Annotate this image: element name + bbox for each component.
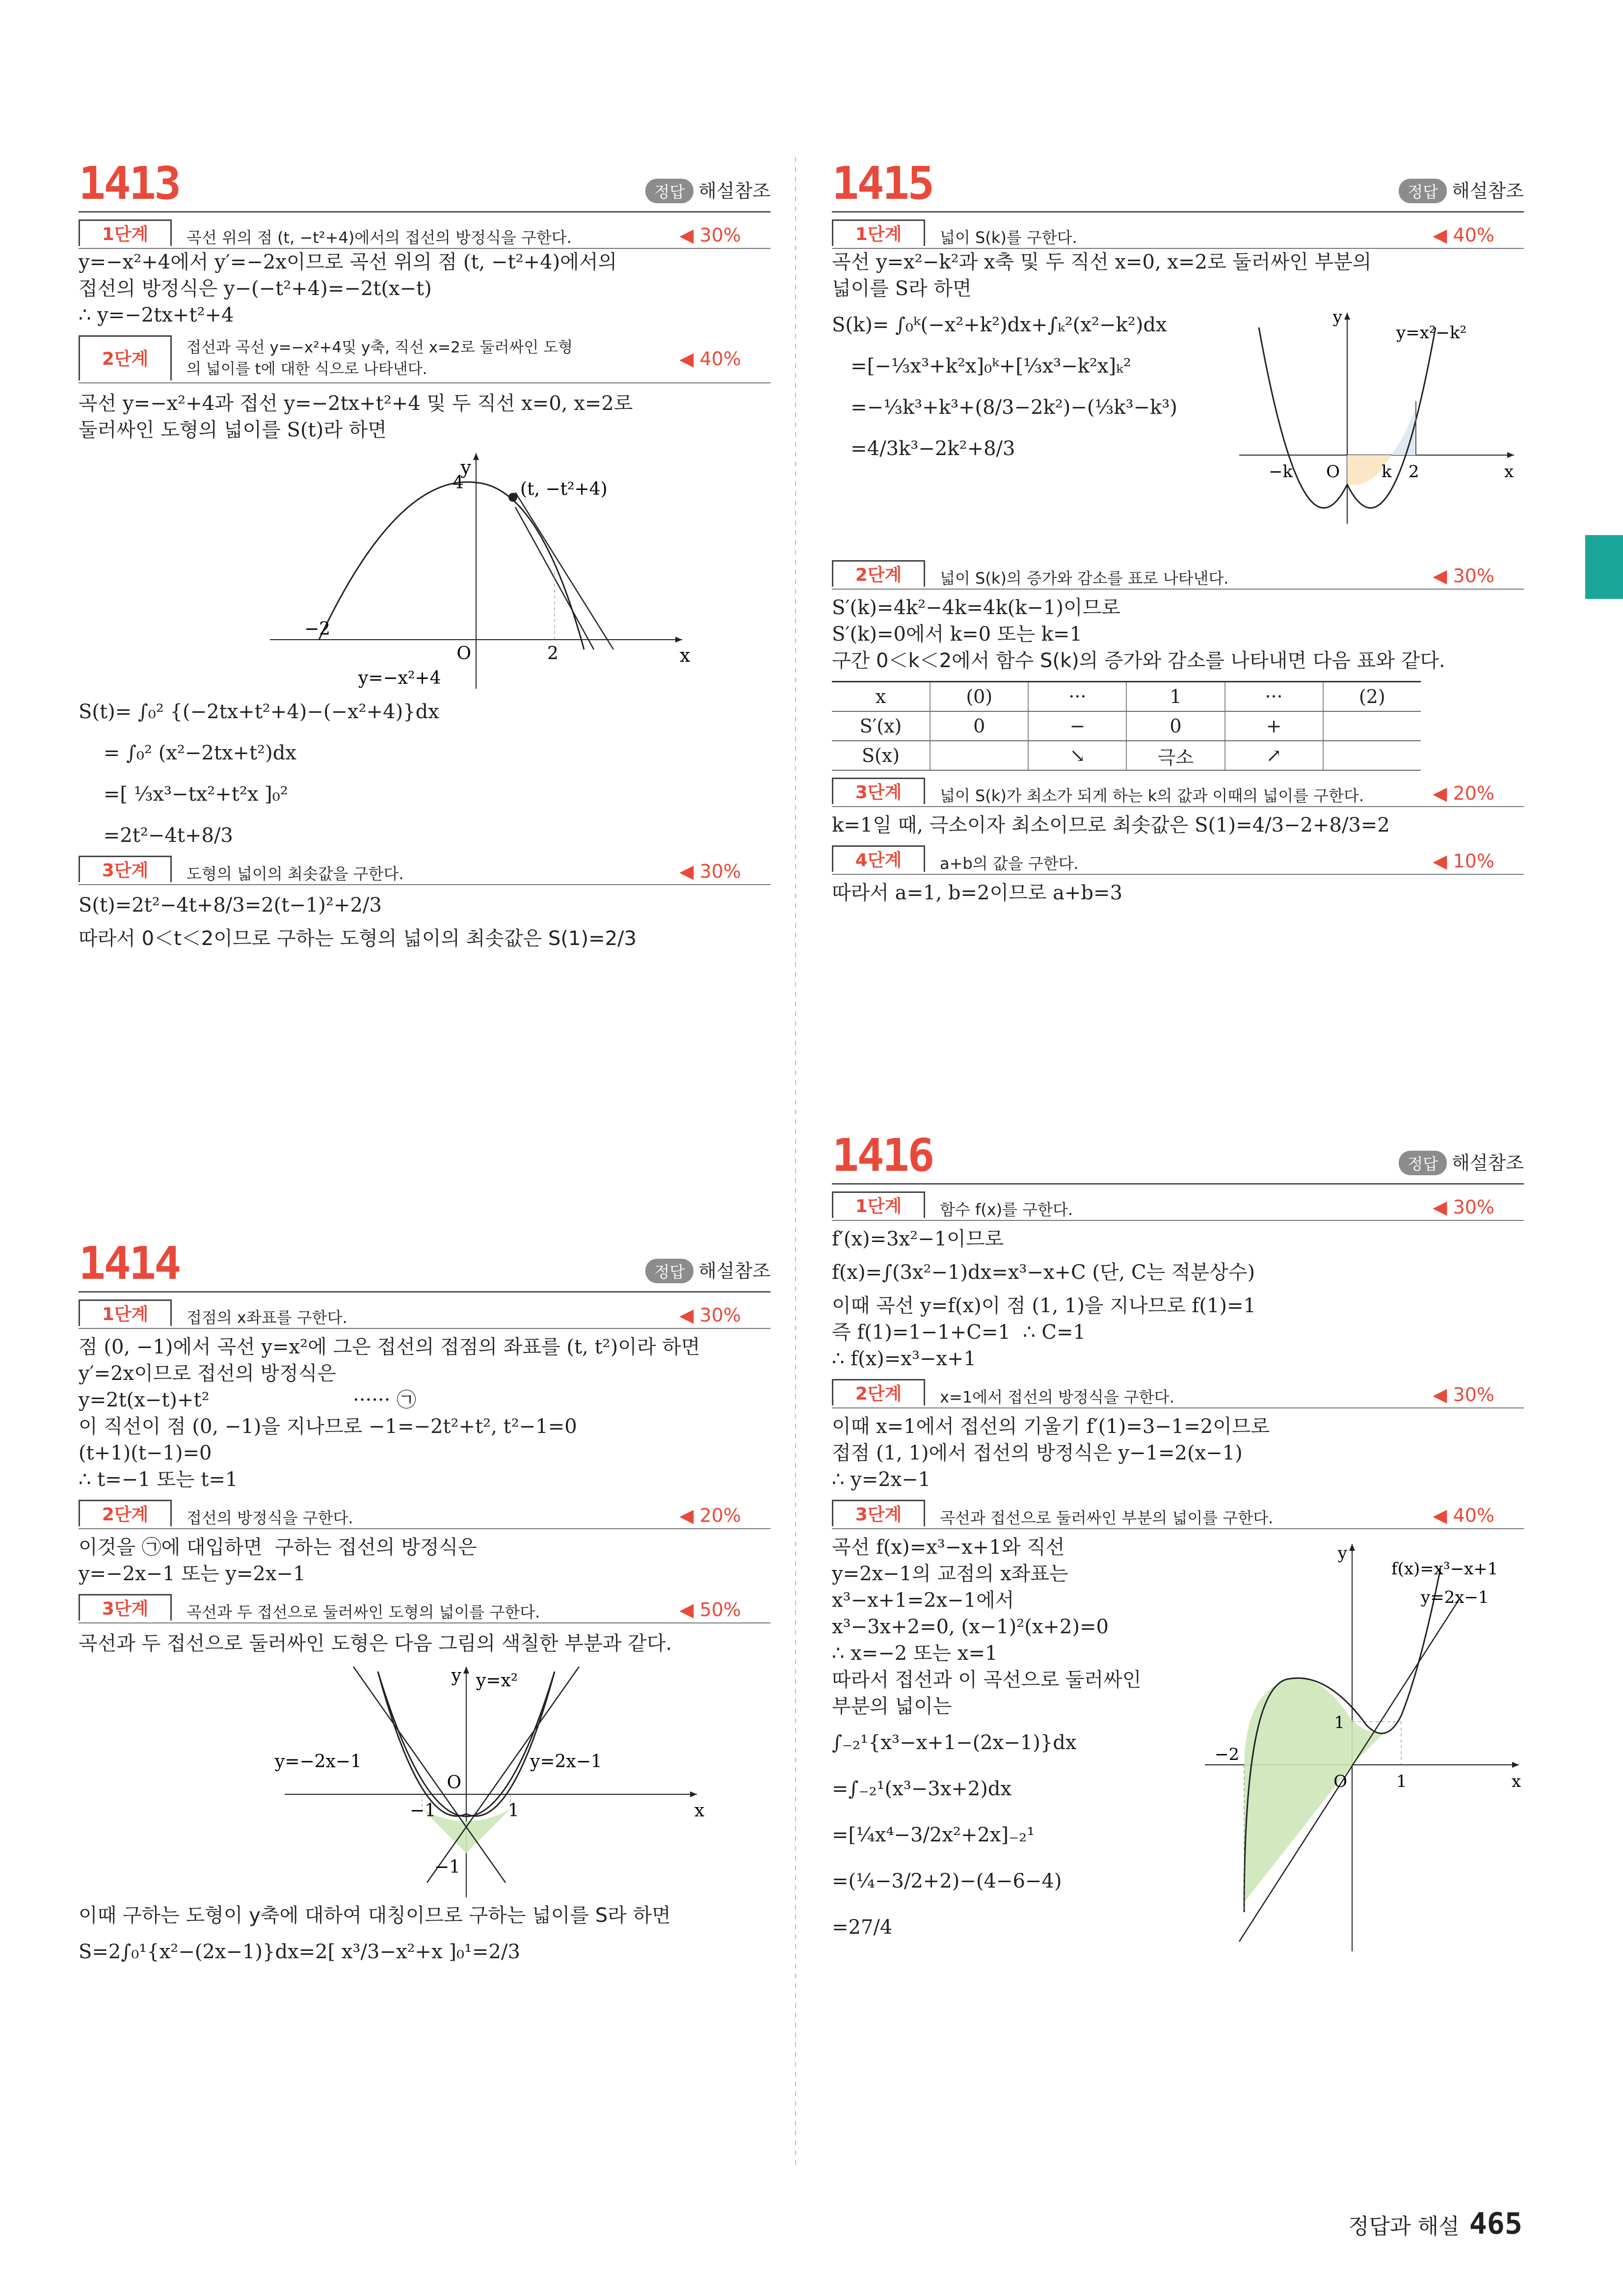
curve-label: y=x² — [476, 1671, 518, 1691]
origin-label: O — [1326, 462, 1340, 482]
tick-label: 1 — [1396, 1772, 1407, 1791]
step-text: 함수 f(x)를 구한다. — [940, 1200, 1073, 1219]
solution-line: =[¼x⁴−3/2x²+2x]₋₂¹ — [832, 1824, 1035, 1846]
curve-label: y=x²−k² — [1396, 323, 1467, 343]
axis-label-x: x — [1512, 1772, 1521, 1791]
page-footer — [1348, 2207, 1522, 2241]
step-label: 4단계 — [832, 845, 925, 872]
step-percent: ◀ 20% — [1433, 783, 1494, 804]
table-cell: ··· — [1028, 682, 1126, 712]
step-text: a+b의 값을 구한다. — [940, 854, 1079, 873]
axis-label-x: x — [680, 645, 691, 666]
table-cell: 1 — [1126, 682, 1224, 712]
tick-label: −2 — [304, 619, 331, 639]
solution-line: 넓이를 S라 하면 — [832, 277, 972, 300]
step-label: 3단계 — [79, 856, 172, 882]
solution-line: =27/4 — [832, 1916, 893, 1939]
solution-line: 구간 0＜k＜2에서 함수 S(k)의 증가와 감소를 나타내면 다음 표와 같다. — [832, 649, 1445, 672]
step-percent: ◀ 30% — [1433, 565, 1494, 587]
tick-label: −k — [1269, 462, 1293, 482]
table-cell: ··· — [1225, 682, 1323, 712]
step-percent: ◀ 40% — [679, 348, 741, 370]
solution-line: ∴ f(x)=x³−x+1 — [832, 1348, 976, 1370]
step-1 — [832, 1191, 1524, 1221]
solution-line: ∴ y=−2tx+t²+4 — [79, 304, 234, 326]
solution-line: S(t)= ∫₀² {(−2tx+t²+4)−(−x²+4)}dx — [79, 701, 439, 723]
solution-line: x³−3x+2=0, (x−1)²(x+2)=0 — [832, 1616, 1109, 1638]
sign-table — [832, 681, 1421, 771]
solution-line: 따라서 a=1, b=2이므로 a+b=3 — [832, 882, 1123, 904]
origin-label: O — [1333, 1772, 1347, 1791]
tick-label: 1 — [1334, 1713, 1345, 1732]
answer-text: 해설참조 — [1452, 1152, 1524, 1174]
step-label: 1단계 — [79, 1299, 172, 1326]
solution-line: ∫₋₂¹{x³−x+1−(2x−1)}dx — [832, 1731, 1077, 1754]
line-label: y=2x−1 — [530, 1752, 602, 1772]
solution-line: S(t)=2t²−4t+8/3=2(t−1)²+2/3 — [79, 894, 382, 917]
solution-line: 곡선 y=−x²+4과 접선 y=−2tx+t²+4 및 두 직선 x=0, x=2로 — [79, 392, 633, 415]
solution-line: 즉 f(1)=1−1+C=1 ∴ C=1 — [832, 1321, 1086, 1344]
step-percent: ◀ 40% — [1433, 1505, 1494, 1526]
graph-1413 — [240, 443, 731, 699]
table-cell — [1323, 711, 1421, 741]
table-cell: ↘ — [1028, 741, 1126, 770]
step-2 — [832, 560, 1524, 590]
axis-label-y: y — [451, 1666, 461, 1686]
answer-ref — [1399, 1148, 1524, 1175]
solution-line: 접선의 방정식은 y−(−t²+4)=−2t(x−t) — [79, 277, 432, 300]
solution-line: f′(x)=3x²−1이므로 — [832, 1228, 1004, 1250]
solution-line: 곡선과 두 접선으로 둘러싸인 도형은 다음 그림의 색칠한 부분과 같다. — [79, 1632, 672, 1655]
step-text: 넓이 S(k)를 구한다. — [940, 228, 1077, 247]
step-text: 의 넓이를 t에 대한 식으로 나타낸다. — [186, 360, 427, 378]
solution-line: k=1일 때, 극소이자 최소이므로 최솟값은 S(1)=4/3−2+8/3=2 — [832, 814, 1390, 837]
origin-label: O — [447, 1773, 461, 1793]
solution-line: 점 (0, −1)에서 곡선 y=x²에 그은 접선의 접점의 좌표를 (t, t²)이라 하면 — [79, 1336, 700, 1358]
solution-line: (t+1)(t−1)=0 — [79, 1442, 212, 1464]
axis-label-y: y — [1332, 308, 1342, 327]
step-text: x=1에서 접선의 방정식을 구한다. — [940, 1388, 1174, 1406]
solution-line: 이때 x=1에서 접선의 기울기 f′(1)=3−1=2이므로 — [832, 1415, 1270, 1438]
solution-line: =−⅓k³+k³+(8/3−2k²)−(⅓k³−k³) — [832, 396, 1177, 419]
axis-label-y: y — [460, 457, 471, 478]
step-percent: ◀ 30% — [679, 224, 741, 246]
problem-1414 — [79, 1237, 771, 1965]
solution-line: S′(k)=4k²−4k=4k(k−1)이므로 — [832, 596, 1120, 619]
graph-1414 — [255, 1657, 746, 1902]
problem-1415 — [832, 157, 1524, 906]
table-cell: + — [1225, 711, 1323, 741]
step-text: 접선의 방정식을 구한다. — [186, 1509, 353, 1527]
step-percent: ◀ 10% — [1433, 850, 1494, 872]
point-label: (t, −t²+4) — [520, 479, 608, 499]
step-label: 3단계 — [79, 1594, 172, 1621]
tick-label: 4 — [452, 473, 464, 493]
table-cell: (2) — [1323, 682, 1421, 712]
step-percent: ◀ 30% — [679, 1304, 741, 1326]
solution-line: 둘러싸인 도형의 넓이를 S(t)라 하면 — [79, 419, 387, 441]
solution-line: y′=2x이므로 접선의 방정식은 — [79, 1362, 337, 1385]
step-label: 2단계 — [79, 1500, 172, 1526]
tick-label: 2 — [547, 644, 559, 664]
step-3 — [79, 856, 771, 885]
curve-label: f(x)=x³−x+1 — [1391, 1559, 1498, 1579]
table-row — [832, 682, 1421, 712]
step-percent: ◀ 30% — [679, 861, 741, 882]
step-4 — [832, 845, 1524, 875]
line-label: y=−2x−1 — [275, 1752, 362, 1772]
answer-text: 해설참조 — [698, 180, 771, 202]
solution-line: = ∫₀² (x²−2tx+t²)dx — [79, 742, 296, 764]
answer-text: 해설참조 — [698, 1260, 771, 1282]
solution-line: ∴ y=2x−1 — [832, 1468, 931, 1491]
answer-ref — [645, 1256, 771, 1283]
table-cell — [930, 741, 1028, 770]
step-label: 2단계 — [832, 560, 925, 587]
table-cell: − — [1028, 711, 1126, 741]
step-text: 곡선 위의 점 (t, −t²+4)에서의 접선의 방정식을 구한다. — [186, 228, 572, 247]
step-label: 1단계 — [832, 1191, 925, 1218]
answer-badge: 정답 — [1399, 1151, 1447, 1175]
problem-header — [832, 157, 1524, 213]
solution-line: S=2∫₀¹{x²−(2x−1)}dx=2[ x³/3−x²+x ]₀¹=2/3 — [79, 1941, 520, 1963]
step-text: 넓이 S(k)가 최소가 되게 하는 k의 값과 이때의 넓이를 구한다. — [940, 786, 1364, 805]
step-1-body — [832, 249, 1524, 553]
step-text: 곡선과 두 접선으로 둘러싸인 도형의 넓이를 구한다. — [186, 1603, 540, 1621]
answer-badge: 정답 — [1399, 179, 1447, 203]
solution-line: 이때 곡선 y=f(x)이 점 (1, 1)을 지나므로 f(1)=1 — [832, 1295, 1256, 1317]
tick-label: −1 — [410, 1801, 436, 1821]
solution-line: =[−⅓x³+k²x]₀ᵏ+[⅓x³−k²x]ₖ² — [832, 355, 1131, 378]
step-text: 넓이 S(k)의 증가와 감소를 표로 나타낸다. — [940, 569, 1229, 588]
problem-number: 1415 — [832, 157, 933, 210]
solution-line: y=−2x−1 또는 y=2x−1 — [79, 1563, 306, 1585]
step-3 — [832, 778, 1524, 807]
step-percent: ◀ 40% — [1433, 224, 1494, 246]
step-2 — [79, 335, 771, 383]
problem-header — [79, 157, 771, 213]
table-cell: (0) — [930, 682, 1028, 712]
step-text: 접선과 곡선 y=−x²+4및 y축, 직선 x=2로 둘러싸인 도형 — [186, 339, 573, 356]
solution-line: 따라서 0＜t＜2이므로 구하는 도형의 넓이의 최솟값은 S(1)=2/3 — [79, 927, 637, 950]
tick-label: 1 — [508, 1801, 519, 1821]
graph-1415 — [1239, 308, 1524, 543]
solution-line: x³−x+1=2x−1에서 — [832, 1589, 1014, 1612]
step-percent: ◀ 30% — [1433, 1384, 1494, 1405]
chapter-tab — [1585, 535, 1623, 599]
step-1 — [79, 1299, 771, 1329]
solution-line: y=−x²+4에서 y′=−2x이므로 곡선 위의 점 (t, −t²+4)에서의 — [79, 251, 617, 273]
step-text: 곡선과 접선으로 둘러싸인 부분의 넓이를 구한다. — [940, 1509, 1274, 1527]
answer-badge: 정답 — [645, 1259, 693, 1283]
axis-label-x: x — [1504, 462, 1514, 482]
solution-line: =4/3k³−2k²+8/3 — [832, 437, 1015, 460]
step-label: 3단계 — [832, 778, 925, 804]
step-percent: ◀ 20% — [679, 1505, 741, 1526]
table-cell: 0 — [930, 711, 1028, 741]
tick-label: −1 — [434, 1857, 461, 1877]
step-label: 2단계 — [79, 335, 172, 380]
problem-1413 — [79, 157, 771, 952]
solution-line: 곡선 f(x)=x³−x+1와 직선 — [832, 1536, 1065, 1559]
problem-number: 1414 — [79, 1237, 180, 1290]
solution-line: =2t²−4t+8/3 — [79, 824, 233, 847]
solution-line: y=2x−1의 교점의 x좌표는 — [832, 1563, 1068, 1585]
solution-line: ∴ x=−2 또는 x=1 — [832, 1642, 998, 1665]
tick-label: −2 — [1215, 1745, 1240, 1764]
answer-text: 해설참조 — [1452, 180, 1524, 202]
step-text: 도형의 넓이의 최솟값을 구한다. — [186, 864, 404, 883]
step-label: 3단계 — [832, 1500, 925, 1526]
line-label: y=2x−1 — [1421, 1588, 1489, 1607]
answer-ref — [1399, 176, 1524, 203]
axis-label-y: y — [1337, 1543, 1347, 1563]
table-cell: 극소 — [1126, 741, 1224, 770]
solution-line: ∴ t=−1 또는 t=1 — [79, 1468, 238, 1491]
table-row — [832, 711, 1421, 741]
solution-line: =[ ⅓x³−tx²+t²x ]₀² — [79, 783, 288, 806]
origin-label: O — [456, 644, 471, 664]
step-percent: ◀ 30% — [1433, 1196, 1494, 1218]
step-text: 접점의 x좌표를 구한다. — [186, 1308, 347, 1327]
tick-label: 2 — [1409, 462, 1419, 482]
table-cell: ↗ — [1225, 741, 1323, 770]
table-cell — [1323, 741, 1421, 770]
table-cell: x — [832, 682, 930, 712]
step-label: 1단계 — [832, 219, 925, 246]
column-divider — [795, 157, 796, 2170]
step-1 — [832, 219, 1524, 249]
step-1 — [79, 219, 771, 249]
curve-label: y=−x²+4 — [358, 668, 441, 688]
axis-label-x: x — [694, 1801, 705, 1821]
table-cell: S′(x) — [832, 711, 930, 741]
solution-line: S′(k)=0에서 k=0 또는 k=1 — [832, 623, 1083, 646]
step-percent: ◀ 50% — [679, 1599, 741, 1621]
step-3-body — [832, 1529, 1524, 2069]
solution-line: 따라서 접선과 이 곡선으로 둘러싸인 — [832, 1669, 1142, 1691]
step-label: 1단계 — [79, 219, 172, 246]
graph-1416 — [1205, 1539, 1529, 1961]
solution-line: S(k)= ∫₀ᵏ(−x²+k²)dx+∫ₖ²(x²−k²)dx — [832, 314, 1167, 336]
solution-line: 이 직선이 점 (0, −1)을 지나므로 −1=−2t²+t², t²−1=0 — [79, 1415, 577, 1438]
step-3 — [832, 1500, 1524, 1529]
solution-line: 이것을 ㉠에 대입하면 구하는 접선의 방정식은 — [79, 1536, 477, 1559]
problem-number: 1416 — [832, 1129, 933, 1182]
step-label: 2단계 — [832, 1379, 925, 1405]
answer-ref — [645, 176, 771, 203]
step-2 — [832, 1379, 1524, 1408]
answer-badge: 정답 — [645, 179, 693, 203]
step-3 — [79, 1594, 771, 1623]
solution-line: f(x)=∫(3x²−1)dx=x³−x+C (단, C는 적분상수) — [832, 1261, 1255, 1284]
problem-header — [832, 1129, 1524, 1185]
tick-label: k — [1382, 462, 1392, 482]
table-cell: S(x) — [832, 741, 930, 770]
page-number: 465 — [1469, 2207, 1522, 2241]
table-cell: 0 — [1126, 711, 1224, 741]
solution-line: 부분의 넓이는 — [832, 1695, 952, 1718]
solution-line: 이때 구하는 도형이 y축에 대하여 대칭이므로 구하는 넓이를 S라 하면 — [79, 1904, 671, 1927]
solution-line: y=2t(x−t)+t² ······ ㉠ — [79, 1389, 417, 1411]
solution-line: =∫₋₂¹(x³−3x+2)dx — [832, 1778, 1011, 1800]
table-row — [832, 741, 1421, 770]
step-2 — [79, 1500, 771, 1529]
solution-line: 접점 (1, 1)에서 접선의 방정식은 y−1=2(x−1) — [832, 1442, 1243, 1464]
solution-line: 곡선 y=x²−k²과 x축 및 두 직선 x=0, x=2로 둘러싸인 부분의 — [832, 251, 1372, 273]
footer-text: 정답과 해설 — [1348, 2214, 1460, 2239]
problem-1416 — [832, 1129, 1524, 2069]
problem-number: 1413 — [79, 157, 180, 210]
problem-header — [79, 1237, 771, 1293]
solution-line: =(¼−3/2+2)−(4−6−4) — [832, 1870, 1062, 1892]
